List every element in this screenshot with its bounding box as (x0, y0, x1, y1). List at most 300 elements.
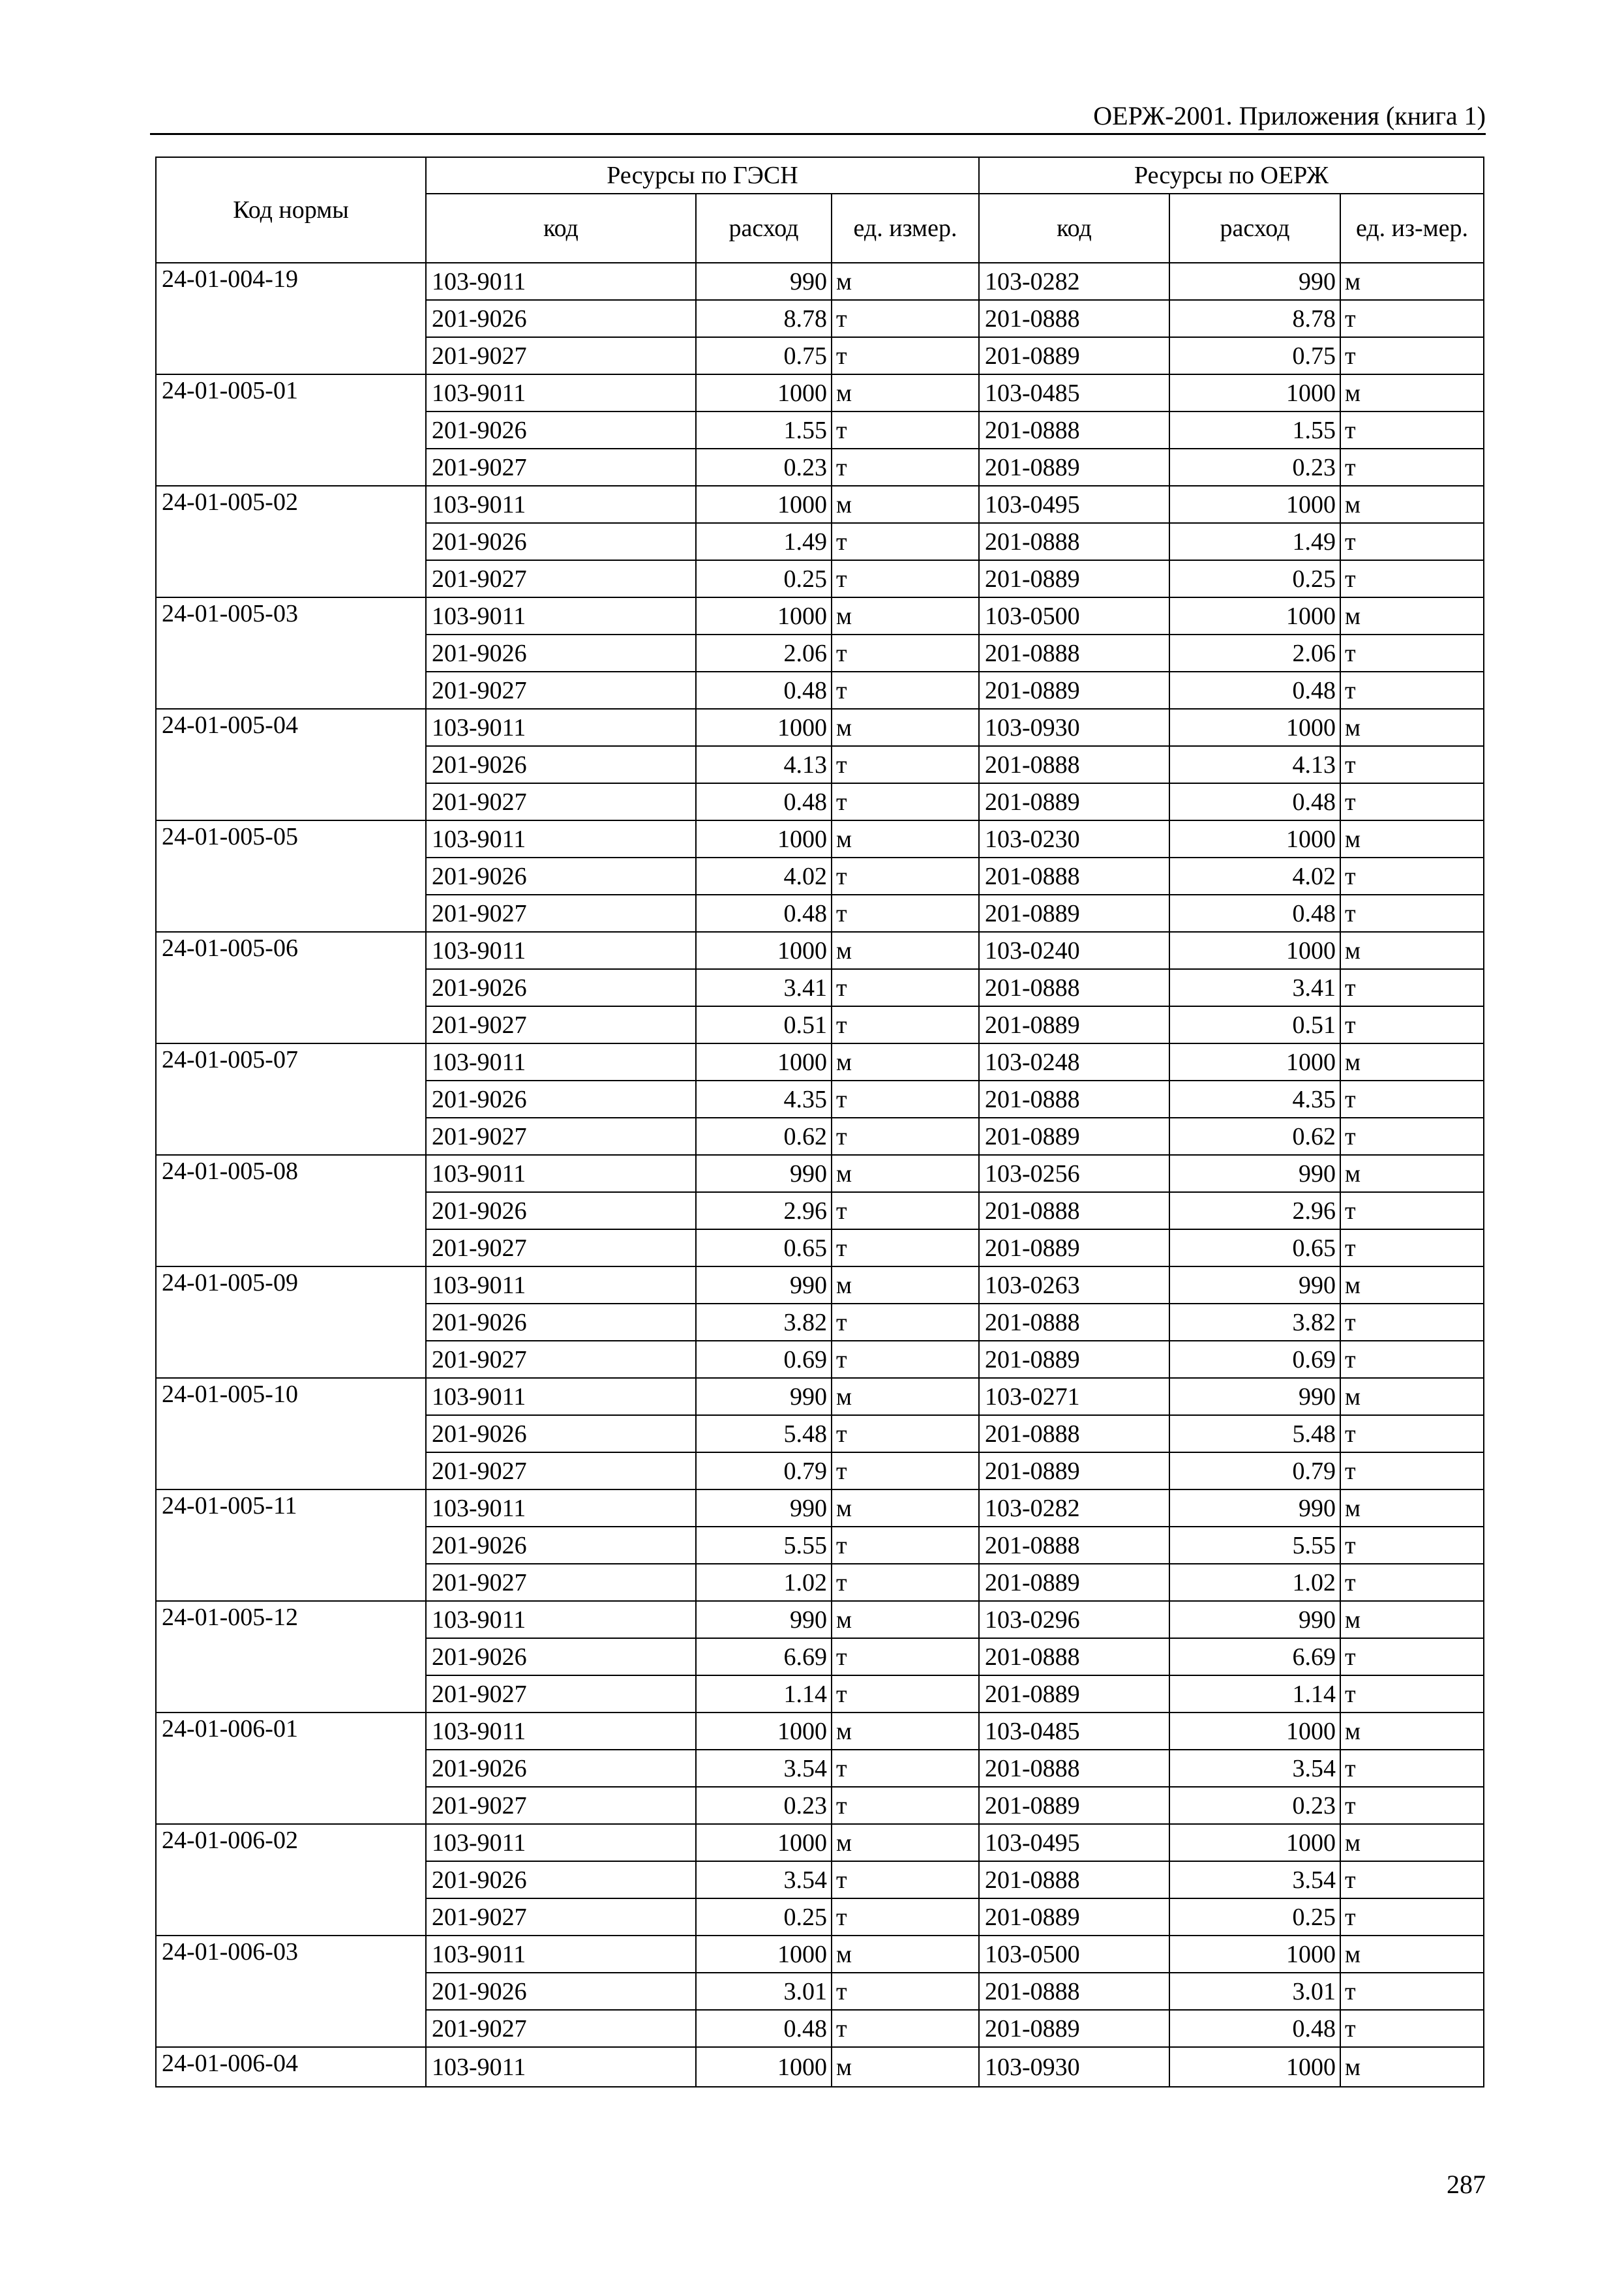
oerzh-qty-cell: 4.13 (1169, 746, 1340, 783)
gesn-unit-cell: м (832, 1824, 979, 1861)
table-row (156, 597, 1484, 635)
gesn-unit-cell: т (832, 1304, 979, 1341)
oerzh-qty-cell: 0.48 (1169, 895, 1340, 932)
gesn-qty-cell: 990 (696, 1378, 832, 1415)
gesn-qty-cell: 990 (696, 1155, 832, 1192)
oerzh-unit-cell: м (1340, 932, 1484, 969)
oerzh-code-cell: 201-0889 (979, 2010, 1169, 2047)
gesn-qty-cell: 4.02 (696, 858, 832, 895)
oerzh-qty-cell: 8.78 (1169, 300, 1340, 337)
gesn-code-cell: 201-9027 (426, 672, 696, 709)
gesn-qty-cell: 1000 (696, 1043, 832, 1081)
norm-code-cell: 24-01-005-04 (156, 709, 426, 820)
gesn-unit-cell: т (832, 1750, 979, 1787)
gesn-code-cell: 103-9011 (426, 1266, 696, 1304)
gesn-code-cell: 201-9027 (426, 1452, 696, 1489)
oerzh-qty-cell: 5.55 (1169, 1527, 1340, 1564)
norm-code-cell: 24-01-005-07 (156, 1043, 426, 1155)
gesn-code-cell: 201-9026 (426, 969, 696, 1006)
oerzh-code-cell: 201-0889 (979, 1118, 1169, 1155)
gesn-qty-cell: 0.48 (696, 672, 832, 709)
oerzh-qty-cell: 1000 (1169, 486, 1340, 523)
gesn-qty-cell: 2.96 (696, 1192, 832, 1229)
oerzh-qty-cell: 0.23 (1169, 1787, 1340, 1824)
norm-code-cell: 24-01-006-02 (156, 1824, 426, 1936)
gesn-qty-cell: 3.82 (696, 1304, 832, 1341)
norm-code-cell: 24-01-005-12 (156, 1601, 426, 1713)
oerzh-code-cell: 201-0889 (979, 449, 1169, 486)
table-body (156, 263, 1484, 2087)
gesn-unit-cell: м (832, 1936, 979, 1973)
oerzh-code-header: код (979, 194, 1169, 263)
oerzh-qty-cell: 0.51 (1169, 1006, 1340, 1043)
oerzh-code-cell: 103-0230 (979, 820, 1169, 858)
oerzh-qty-cell: 1000 (1169, 932, 1340, 969)
gesn-code-cell: 201-9026 (426, 635, 696, 672)
oerzh-code-cell: 201-0889 (979, 895, 1169, 932)
oerzh-qty-cell: 1000 (1169, 709, 1340, 746)
oerzh-unit-cell: т (1340, 746, 1484, 783)
gesn-qty-cell: 1000 (696, 932, 832, 969)
gesn-qty-header: расход (696, 194, 832, 263)
gesn-code-cell: 103-9011 (426, 597, 696, 635)
oerzh-qty-cell: 3.41 (1169, 969, 1340, 1006)
gesn-unit-cell: м (832, 1489, 979, 1527)
oerzh-qty-cell: 0.25 (1169, 1898, 1340, 1936)
gesn-code-header: код (426, 194, 696, 263)
oerzh-code-cell: 103-0500 (979, 597, 1169, 635)
gesn-qty-cell: 5.48 (696, 1415, 832, 1452)
gesn-unit-cell: м (832, 1266, 979, 1304)
gesn-unit-cell: м (832, 709, 979, 746)
gesn-unit-cell: т (832, 300, 979, 337)
table-row (156, 486, 1484, 523)
gesn-code-cell: 201-9026 (426, 858, 696, 895)
gesn-code-cell: 201-9026 (426, 411, 696, 449)
table-row (156, 820, 1484, 858)
oerzh-unit-cell: т (1340, 1527, 1484, 1564)
oerzh-code-cell: 201-0889 (979, 672, 1169, 709)
gesn-unit-cell: т (832, 1192, 979, 1229)
oerzh-unit-cell: м (1340, 1824, 1484, 1861)
oerzh-qty-header: расход (1169, 194, 1340, 263)
oerzh-qty-cell: 990 (1169, 1489, 1340, 1527)
oerzh-qty-cell: 4.35 (1169, 1081, 1340, 1118)
oerzh-code-cell: 201-0888 (979, 1415, 1169, 1452)
oerzh-qty-cell: 990 (1169, 263, 1340, 300)
table-row (156, 1155, 1484, 1192)
page-number: 287 (1447, 2170, 1486, 2199)
oerzh-unit-cell: т (1340, 1898, 1484, 1936)
oerzh-unit-cell: т (1340, 783, 1484, 820)
oerzh-qty-cell: 3.01 (1169, 1973, 1340, 2010)
oerzh-qty-cell: 0.62 (1169, 1118, 1340, 1155)
oerzh-qty-cell: 1000 (1169, 1043, 1340, 1081)
header-rule (150, 133, 1486, 135)
norm-code-cell: 24-01-005-05 (156, 820, 426, 932)
gesn-unit-cell: м (832, 932, 979, 969)
oerzh-code-cell: 103-0485 (979, 1713, 1169, 1750)
gesn-unit-cell: т (832, 1973, 979, 2010)
gesn-code-cell: 201-9027 (426, 1341, 696, 1378)
gesn-unit-cell: т (832, 560, 979, 597)
oerzh-qty-cell: 0.69 (1169, 1341, 1340, 1378)
oerzh-qty-cell: 0.79 (1169, 1452, 1340, 1489)
table-row (156, 1824, 1484, 1861)
oerzh-code-cell: 201-0888 (979, 411, 1169, 449)
oerzh-qty-cell: 3.54 (1169, 1750, 1340, 1787)
gesn-unit-cell: т (832, 449, 979, 486)
gesn-qty-cell: 1.14 (696, 1675, 832, 1713)
oerzh-qty-cell: 0.65 (1169, 1229, 1340, 1266)
gesn-unit-cell: т (832, 1527, 979, 1564)
oerzh-qty-cell: 6.69 (1169, 1638, 1340, 1675)
gesn-qty-cell: 0.48 (696, 895, 832, 932)
gesn-unit-cell: т (832, 1006, 979, 1043)
oerzh-qty-cell: 0.75 (1169, 337, 1340, 374)
gesn-qty-cell: 2.06 (696, 635, 832, 672)
oerzh-unit-cell: т (1340, 523, 1484, 560)
gesn-code-cell: 103-9011 (426, 1713, 696, 1750)
oerzh-qty-cell: 2.06 (1169, 635, 1340, 672)
gesn-qty-cell: 1.02 (696, 1564, 832, 1601)
gesn-qty-cell: 990 (696, 1266, 832, 1304)
gesn-qty-cell: 3.01 (696, 1973, 832, 2010)
oerzh-qty-cell: 1000 (1169, 1936, 1340, 1973)
gesn-code-cell: 201-9027 (426, 1787, 696, 1824)
table-row (156, 374, 1484, 411)
gesn-unit-cell: т (832, 895, 979, 932)
gesn-qty-cell: 1000 (696, 1936, 832, 1973)
oerzh-unit-cell: т (1340, 1787, 1484, 1824)
oerzh-code-cell: 103-0282 (979, 1489, 1169, 1527)
norm-code-cell: 24-01-005-02 (156, 486, 426, 597)
gesn-code-cell: 103-9011 (426, 2047, 696, 2087)
gesn-code-cell: 103-9011 (426, 1378, 696, 1415)
oerzh-code-cell: 103-0500 (979, 1936, 1169, 1973)
oerzh-qty-cell: 4.02 (1169, 858, 1340, 895)
gesn-code-cell: 201-9026 (426, 1192, 696, 1229)
gesn-code-cell: 103-9011 (426, 709, 696, 746)
gesn-code-cell: 201-9026 (426, 1861, 696, 1898)
gesn-unit-cell: т (832, 635, 979, 672)
gesn-unit-cell: т (832, 1898, 979, 1936)
gesn-code-cell: 201-9027 (426, 1675, 696, 1713)
oerzh-qty-cell: 5.48 (1169, 1415, 1340, 1452)
oerzh-code-cell: 201-0888 (979, 858, 1169, 895)
gesn-code-cell: 201-9026 (426, 746, 696, 783)
norm-code-cell: 24-01-005-01 (156, 374, 426, 486)
oerzh-unit-cell: м (1340, 1489, 1484, 1527)
oerzh-code-cell: 103-0495 (979, 1824, 1169, 1861)
oerzh-unit-cell: м (1340, 374, 1484, 411)
gesn-qty-cell: 3.54 (696, 1750, 832, 1787)
gesn-unit-cell: т (832, 1415, 979, 1452)
oerzh-code-cell: 103-0256 (979, 1155, 1169, 1192)
gesn-qty-cell: 990 (696, 1601, 832, 1638)
oerzh-code-cell: 201-0888 (979, 300, 1169, 337)
gesn-qty-cell: 5.55 (696, 1527, 832, 1564)
table-row (156, 263, 1484, 300)
gesn-code-cell: 201-9026 (426, 300, 696, 337)
gesn-qty-cell: 0.25 (696, 560, 832, 597)
gesn-unit-cell: т (832, 1229, 979, 1266)
gesn-code-cell: 103-9011 (426, 1601, 696, 1638)
gesn-unit-cell: м (832, 1378, 979, 1415)
gesn-qty-cell: 4.35 (696, 1081, 832, 1118)
gesn-unit-cell: м (832, 374, 979, 411)
oerzh-code-cell: 103-0282 (979, 263, 1169, 300)
gesn-code-cell: 201-9027 (426, 783, 696, 820)
oerzh-qty-cell: 990 (1169, 1378, 1340, 1415)
oerzh-code-cell: 201-0888 (979, 1527, 1169, 1564)
oerzh-code-cell: 201-0889 (979, 1898, 1169, 1936)
oerzh-code-cell: 103-0930 (979, 709, 1169, 746)
gesn-qty-cell: 0.79 (696, 1452, 832, 1489)
oerzh-qty-cell: 1.55 (1169, 411, 1340, 449)
gesn-unit-cell: т (832, 1638, 979, 1675)
gesn-code-cell: 201-9027 (426, 560, 696, 597)
oerzh-unit-cell: т (1340, 1861, 1484, 1898)
oerzh-code-cell: 201-0889 (979, 337, 1169, 374)
oerzh-qty-cell: 1000 (1169, 820, 1340, 858)
gesn-code-cell: 201-9026 (426, 1304, 696, 1341)
oerzh-code-cell: 103-0240 (979, 932, 1169, 969)
oerzh-unit-header: ед. из-мер. (1340, 194, 1484, 263)
gesn-unit-cell: т (832, 1787, 979, 1824)
norm-code-cell: 24-01-005-06 (156, 932, 426, 1043)
gesn-unit-cell: м (832, 1155, 979, 1192)
oerzh-unit-cell: т (1340, 1341, 1484, 1378)
table-row (156, 1489, 1484, 1527)
gesn-code-cell: 201-9026 (426, 1750, 696, 1787)
gesn-qty-cell: 0.69 (696, 1341, 832, 1378)
norm-code-cell: 24-01-005-08 (156, 1155, 426, 1266)
gesn-unit-cell: т (832, 523, 979, 560)
gesn-code-cell: 201-9027 (426, 895, 696, 932)
gesn-qty-cell: 3.54 (696, 1861, 832, 1898)
norm-code-cell: 24-01-004-19 (156, 263, 426, 374)
gesn-qty-cell: 1000 (696, 597, 832, 635)
oerzh-unit-cell: м (1340, 1713, 1484, 1750)
gesn-code-cell: 103-9011 (426, 1155, 696, 1192)
gesn-qty-cell: 1000 (696, 709, 832, 746)
oerzh-qty-cell: 1.02 (1169, 1564, 1340, 1601)
gesn-qty-cell: 990 (696, 263, 832, 300)
oerzh-qty-cell: 3.82 (1169, 1304, 1340, 1341)
oerzh-qty-cell: 1000 (1169, 2047, 1340, 2087)
oerzh-qty-cell: 1000 (1169, 597, 1340, 635)
gesn-code-cell: 103-9011 (426, 374, 696, 411)
gesn-code-cell: 103-9011 (426, 486, 696, 523)
gesn-qty-cell: 990 (696, 1489, 832, 1527)
oerzh-unit-cell: м (1340, 1601, 1484, 1638)
gesn-code-cell: 103-9011 (426, 820, 696, 858)
oerzh-unit-cell: т (1340, 672, 1484, 709)
gesn-qty-cell: 1000 (696, 820, 832, 858)
oerzh-unit-cell: м (1340, 1266, 1484, 1304)
resource-table (155, 157, 1484, 2087)
gesn-qty-cell: 1000 (696, 1824, 832, 1861)
oerzh-qty-cell: 0.48 (1169, 783, 1340, 820)
table-row (156, 2047, 1484, 2087)
oerzh-code-cell: 103-0930 (979, 2047, 1169, 2087)
oerzh-code-cell: 201-0888 (979, 1192, 1169, 1229)
gesn-qty-cell: 3.41 (696, 969, 832, 1006)
oerzh-unit-cell: м (1340, 263, 1484, 300)
oerzh-unit-cell: т (1340, 1006, 1484, 1043)
oerzh-unit-cell: т (1340, 337, 1484, 374)
gesn-unit-cell: т (832, 1564, 979, 1601)
oerzh-code-cell: 201-0888 (979, 1750, 1169, 1787)
oerzh-unit-cell: м (1340, 1155, 1484, 1192)
gesn-unit-cell: т (832, 411, 979, 449)
gesn-code-cell: 201-9026 (426, 1973, 696, 2010)
gesn-unit-cell: м (832, 2047, 979, 2087)
gesn-qty-cell: 0.51 (696, 1006, 832, 1043)
oerzh-unit-cell: м (1340, 709, 1484, 746)
gesn-qty-cell: 8.78 (696, 300, 832, 337)
oerzh-code-cell: 201-0888 (979, 1638, 1169, 1675)
gesn-qty-cell: 4.13 (696, 746, 832, 783)
oerzh-unit-cell: т (1340, 1638, 1484, 1675)
norm-code-cell: 24-01-005-03 (156, 597, 426, 709)
oerzh-unit-cell: т (1340, 895, 1484, 932)
gesn-code-cell: 201-9026 (426, 1415, 696, 1452)
table-row (156, 1601, 1484, 1638)
oerzh-unit-cell: т (1340, 1750, 1484, 1787)
gesn-qty-cell: 6.69 (696, 1638, 832, 1675)
norm-code-cell: 24-01-006-03 (156, 1936, 426, 2047)
oerzh-code-cell: 201-0888 (979, 1973, 1169, 2010)
oerzh-code-cell: 201-0889 (979, 1675, 1169, 1713)
gesn-qty-cell: 1000 (696, 486, 832, 523)
oerzh-unit-cell: т (1340, 1304, 1484, 1341)
oerzh-code-cell: 201-0888 (979, 1304, 1169, 1341)
gesn-code-cell: 201-9027 (426, 1118, 696, 1155)
gesn-qty-cell: 1000 (696, 1713, 832, 1750)
gesn-code-cell: 103-9011 (426, 1824, 696, 1861)
oerzh-unit-cell: т (1340, 1675, 1484, 1713)
oerzh-unit-cell: т (1340, 1118, 1484, 1155)
norm-code-cell: 24-01-005-09 (156, 1266, 426, 1378)
oerzh-unit-cell: т (1340, 1229, 1484, 1266)
table-row (156, 1936, 1484, 1973)
gesn-qty-cell: 1.49 (696, 523, 832, 560)
oerzh-qty-cell: 0.25 (1169, 560, 1340, 597)
gesn-code-cell: 103-9011 (426, 1043, 696, 1081)
gesn-unit-cell: т (832, 1861, 979, 1898)
gesn-unit-cell: т (832, 1118, 979, 1155)
oerzh-qty-cell: 990 (1169, 1601, 1340, 1638)
gesn-unit-cell: т (832, 969, 979, 1006)
gesn-code-cell: 201-9026 (426, 1527, 696, 1564)
gesn-unit-cell: т (832, 1081, 979, 1118)
oerzh-unit-cell: т (1340, 411, 1484, 449)
gesn-code-cell: 201-9026 (426, 1638, 696, 1675)
gesn-qty-cell: 1000 (696, 374, 832, 411)
oerzh-code-cell: 201-0889 (979, 1341, 1169, 1378)
gesn-code-cell: 103-9011 (426, 1489, 696, 1527)
oerzh-qty-cell: 0.23 (1169, 449, 1340, 486)
gesn-code-cell: 201-9027 (426, 1229, 696, 1266)
oerzh-unit-cell: м (1340, 597, 1484, 635)
oerzh-qty-cell: 2.96 (1169, 1192, 1340, 1229)
oerzh-code-cell: 201-0889 (979, 1229, 1169, 1266)
oerzh-unit-cell: т (1340, 969, 1484, 1006)
oerzh-code-cell: 103-0296 (979, 1601, 1169, 1638)
norm-code-header: Код нормы (156, 157, 426, 263)
table-row (156, 1043, 1484, 1081)
gesn-qty-cell: 0.65 (696, 1229, 832, 1266)
oerzh-code-cell: 103-0263 (979, 1266, 1169, 1304)
gesn-unit-cell: м (832, 1713, 979, 1750)
oerzh-code-cell: 103-0248 (979, 1043, 1169, 1081)
oerzh-qty-cell: 1.49 (1169, 523, 1340, 560)
gesn-unit-cell: т (832, 783, 979, 820)
oerzh-code-cell: 201-0889 (979, 1452, 1169, 1489)
gesn-qty-cell: 0.25 (696, 1898, 832, 1936)
gesn-unit-cell: м (832, 1601, 979, 1638)
gesn-unit-cell: м (832, 263, 979, 300)
gesn-unit-cell: м (832, 486, 979, 523)
norm-code-cell: 24-01-005-11 (156, 1489, 426, 1601)
oerzh-unit-cell: т (1340, 1973, 1484, 2010)
oerzh-unit-cell: т (1340, 449, 1484, 486)
gesn-unit-cell: м (832, 1043, 979, 1081)
norm-code-cell: 24-01-006-04 (156, 2047, 426, 2087)
table-row (156, 709, 1484, 746)
gesn-qty-cell: 0.48 (696, 783, 832, 820)
oerzh-unit-cell: т (1340, 2010, 1484, 2047)
table-row (156, 1713, 1484, 1750)
table-row (156, 1266, 1484, 1304)
gesn-unit-cell: т (832, 1341, 979, 1378)
oerzh-qty-cell: 3.54 (1169, 1861, 1340, 1898)
gesn-qty-cell: 0.75 (696, 337, 832, 374)
gesn-group-header: Ресурсы по ГЭСН (426, 157, 979, 194)
oerzh-code-cell: 103-0495 (979, 486, 1169, 523)
oerzh-qty-cell: 0.48 (1169, 2010, 1340, 2047)
gesn-unit-header: ед. измер. (832, 194, 979, 263)
gesn-unit-cell: т (832, 337, 979, 374)
gesn-code-cell: 103-9011 (426, 263, 696, 300)
gesn-code-cell: 201-9027 (426, 1898, 696, 1936)
gesn-code-cell: 201-9027 (426, 449, 696, 486)
oerzh-unit-cell: т (1340, 1192, 1484, 1229)
oerzh-unit-cell: т (1340, 635, 1484, 672)
oerzh-unit-cell: т (1340, 1452, 1484, 1489)
norm-code-cell: 24-01-006-01 (156, 1713, 426, 1824)
gesn-unit-cell: т (832, 672, 979, 709)
gesn-qty-cell: 0.23 (696, 1787, 832, 1824)
table-row (156, 1378, 1484, 1415)
gesn-qty-cell: 1000 (696, 2047, 832, 2087)
oerzh-qty-cell: 990 (1169, 1155, 1340, 1192)
oerzh-qty-cell: 0.48 (1169, 672, 1340, 709)
oerzh-unit-cell: м (1340, 1936, 1484, 1973)
oerzh-unit-cell: т (1340, 1564, 1484, 1601)
oerzh-code-cell: 201-0889 (979, 1787, 1169, 1824)
oerzh-group-header: Ресурсы по ОЕРЖ (979, 157, 1484, 194)
gesn-qty-cell: 0.23 (696, 449, 832, 486)
gesn-unit-cell: т (832, 858, 979, 895)
gesn-qty-cell: 0.62 (696, 1118, 832, 1155)
oerzh-code-cell: 201-0889 (979, 1006, 1169, 1043)
gesn-unit-cell: т (832, 1675, 979, 1713)
gesn-unit-cell: т (832, 1452, 979, 1489)
oerzh-unit-cell: м (1340, 486, 1484, 523)
